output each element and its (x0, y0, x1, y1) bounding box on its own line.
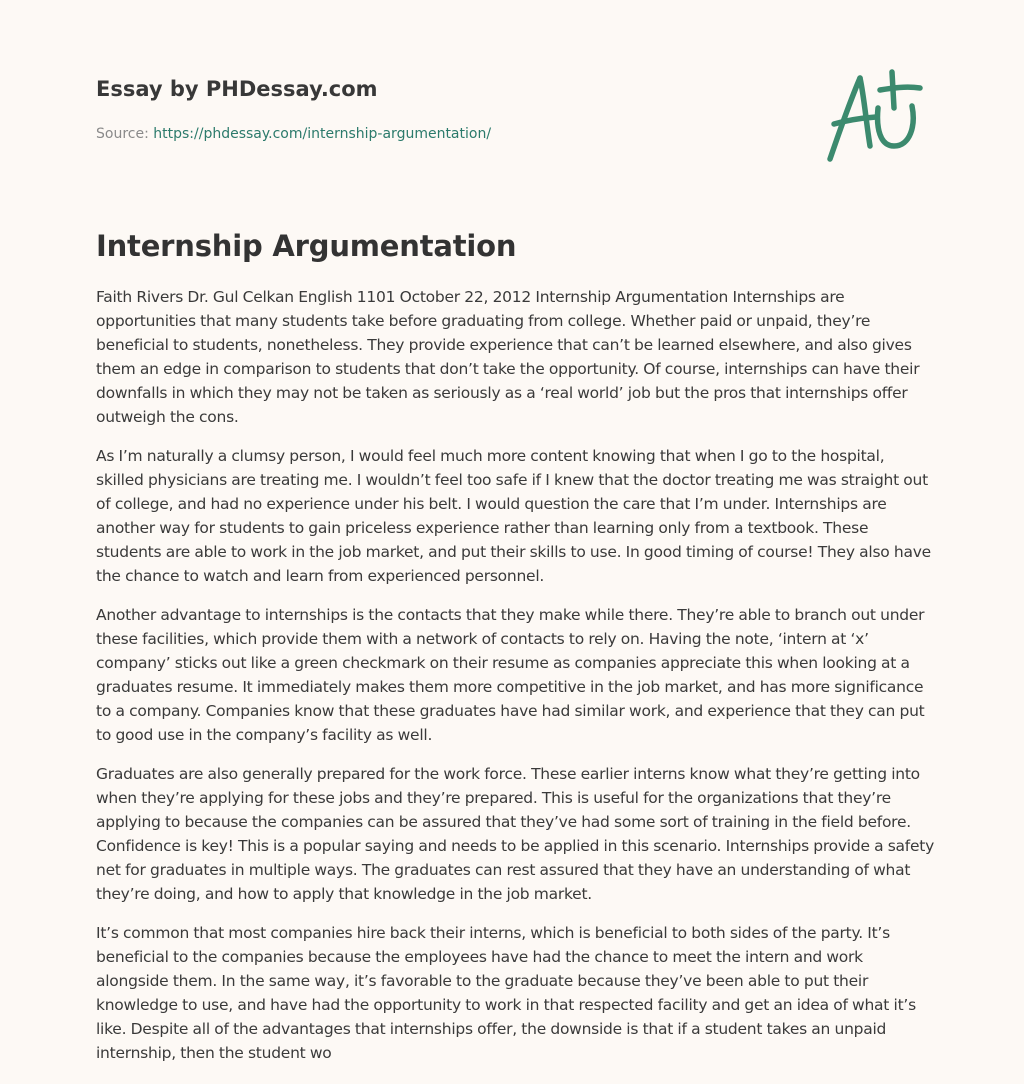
source-line (96, 124, 491, 144)
paragraph: As I’m naturally a clumsy person, I would feel much more content knowing that when I go to the hospital, skilled physicians are treating me. I wouldn’t feel too safe if I knew that the doctor treating me was straight out of college, and had no experience under his belt. I would question the care that I’m under. Internships are another way for students to gain priceless experience rather than learning only from a textbook. These students are able to work in the job market, and put their skills to use. In good timing of course! They also have the chance to watch and learn from experienced personnel. (96, 447, 931, 585)
a-plus-logo-icon (820, 66, 930, 166)
source-label: Source: (96, 126, 154, 142)
source-link[interactable]: https://phdessay.com/internship-argumentation/ (153, 126, 492, 142)
brand-title: Essay by PHDessay.com (96, 77, 378, 101)
article-title: Internship Argumentation (96, 229, 517, 263)
paragraph: Faith Rivers Dr. Gul Celkan English 1101 October 22, 2012 Internship Argumentation Internships are opportunities that many students take before graduating from college. Whether paid or unpaid, they’re beneficial to students, nonetheless. They provide experience that can’t be learned elsewhere, and also gives them an edge in comparison to students that don’t take the opportunity. Of course, internships can have their downfalls in which they may not be taken as seriously as a ‘real world’ job but the pros that internships offer outweigh the cons. (96, 288, 920, 426)
paragraph: Graduates are also generally prepared for the work force. These earlier interns know what they’re getting into when they’re applying for these jobs and they’re prepared. This is useful for the organizations that they’re applying to because the companies can be assured that they’ve had some sort of training in the field before. Confidence is key! This is a popular saying and needs to be applied in this scenario. Internships provide a safety net for graduates in multiple ways. The graduates can rest assured that they have an understanding of what they’re doing, and how to apply that knowledge in the job market. (96, 765, 935, 903)
article-body (96, 285, 936, 1080)
paragraph: Another advantage to internships is the contacts that they make while there. They’re able to branch out under these facilities, which provide them with a network of contacts to rely on. Having the note, ‘intern at ‘x’ company’ sticks out like a green checkmark on their resume as companies appreciate this when looking at a graduates resume. It immediately makes them more competitive in the job market, and has more significance to a company. Companies know that these graduates have had similar work, and experience that they can put to good use in the company’s facility as well. (96, 606, 925, 744)
header (96, 74, 928, 142)
paragraph: It’s common that most companies hire back their interns, which is beneficial to both sides of the party. It’s beneficial to the companies because the employees have had the chance to meet the intern and work alongside them. In the same way, it’s favorable to the graduate because they’ve been able to put their knowledge to use, and have had the opportunity to work in that respected facility and get an idea of what it’s like. Despite all of the advantages that internships offer, the downside is that if a student takes an unpaid internship, then the student wo (96, 924, 916, 1062)
